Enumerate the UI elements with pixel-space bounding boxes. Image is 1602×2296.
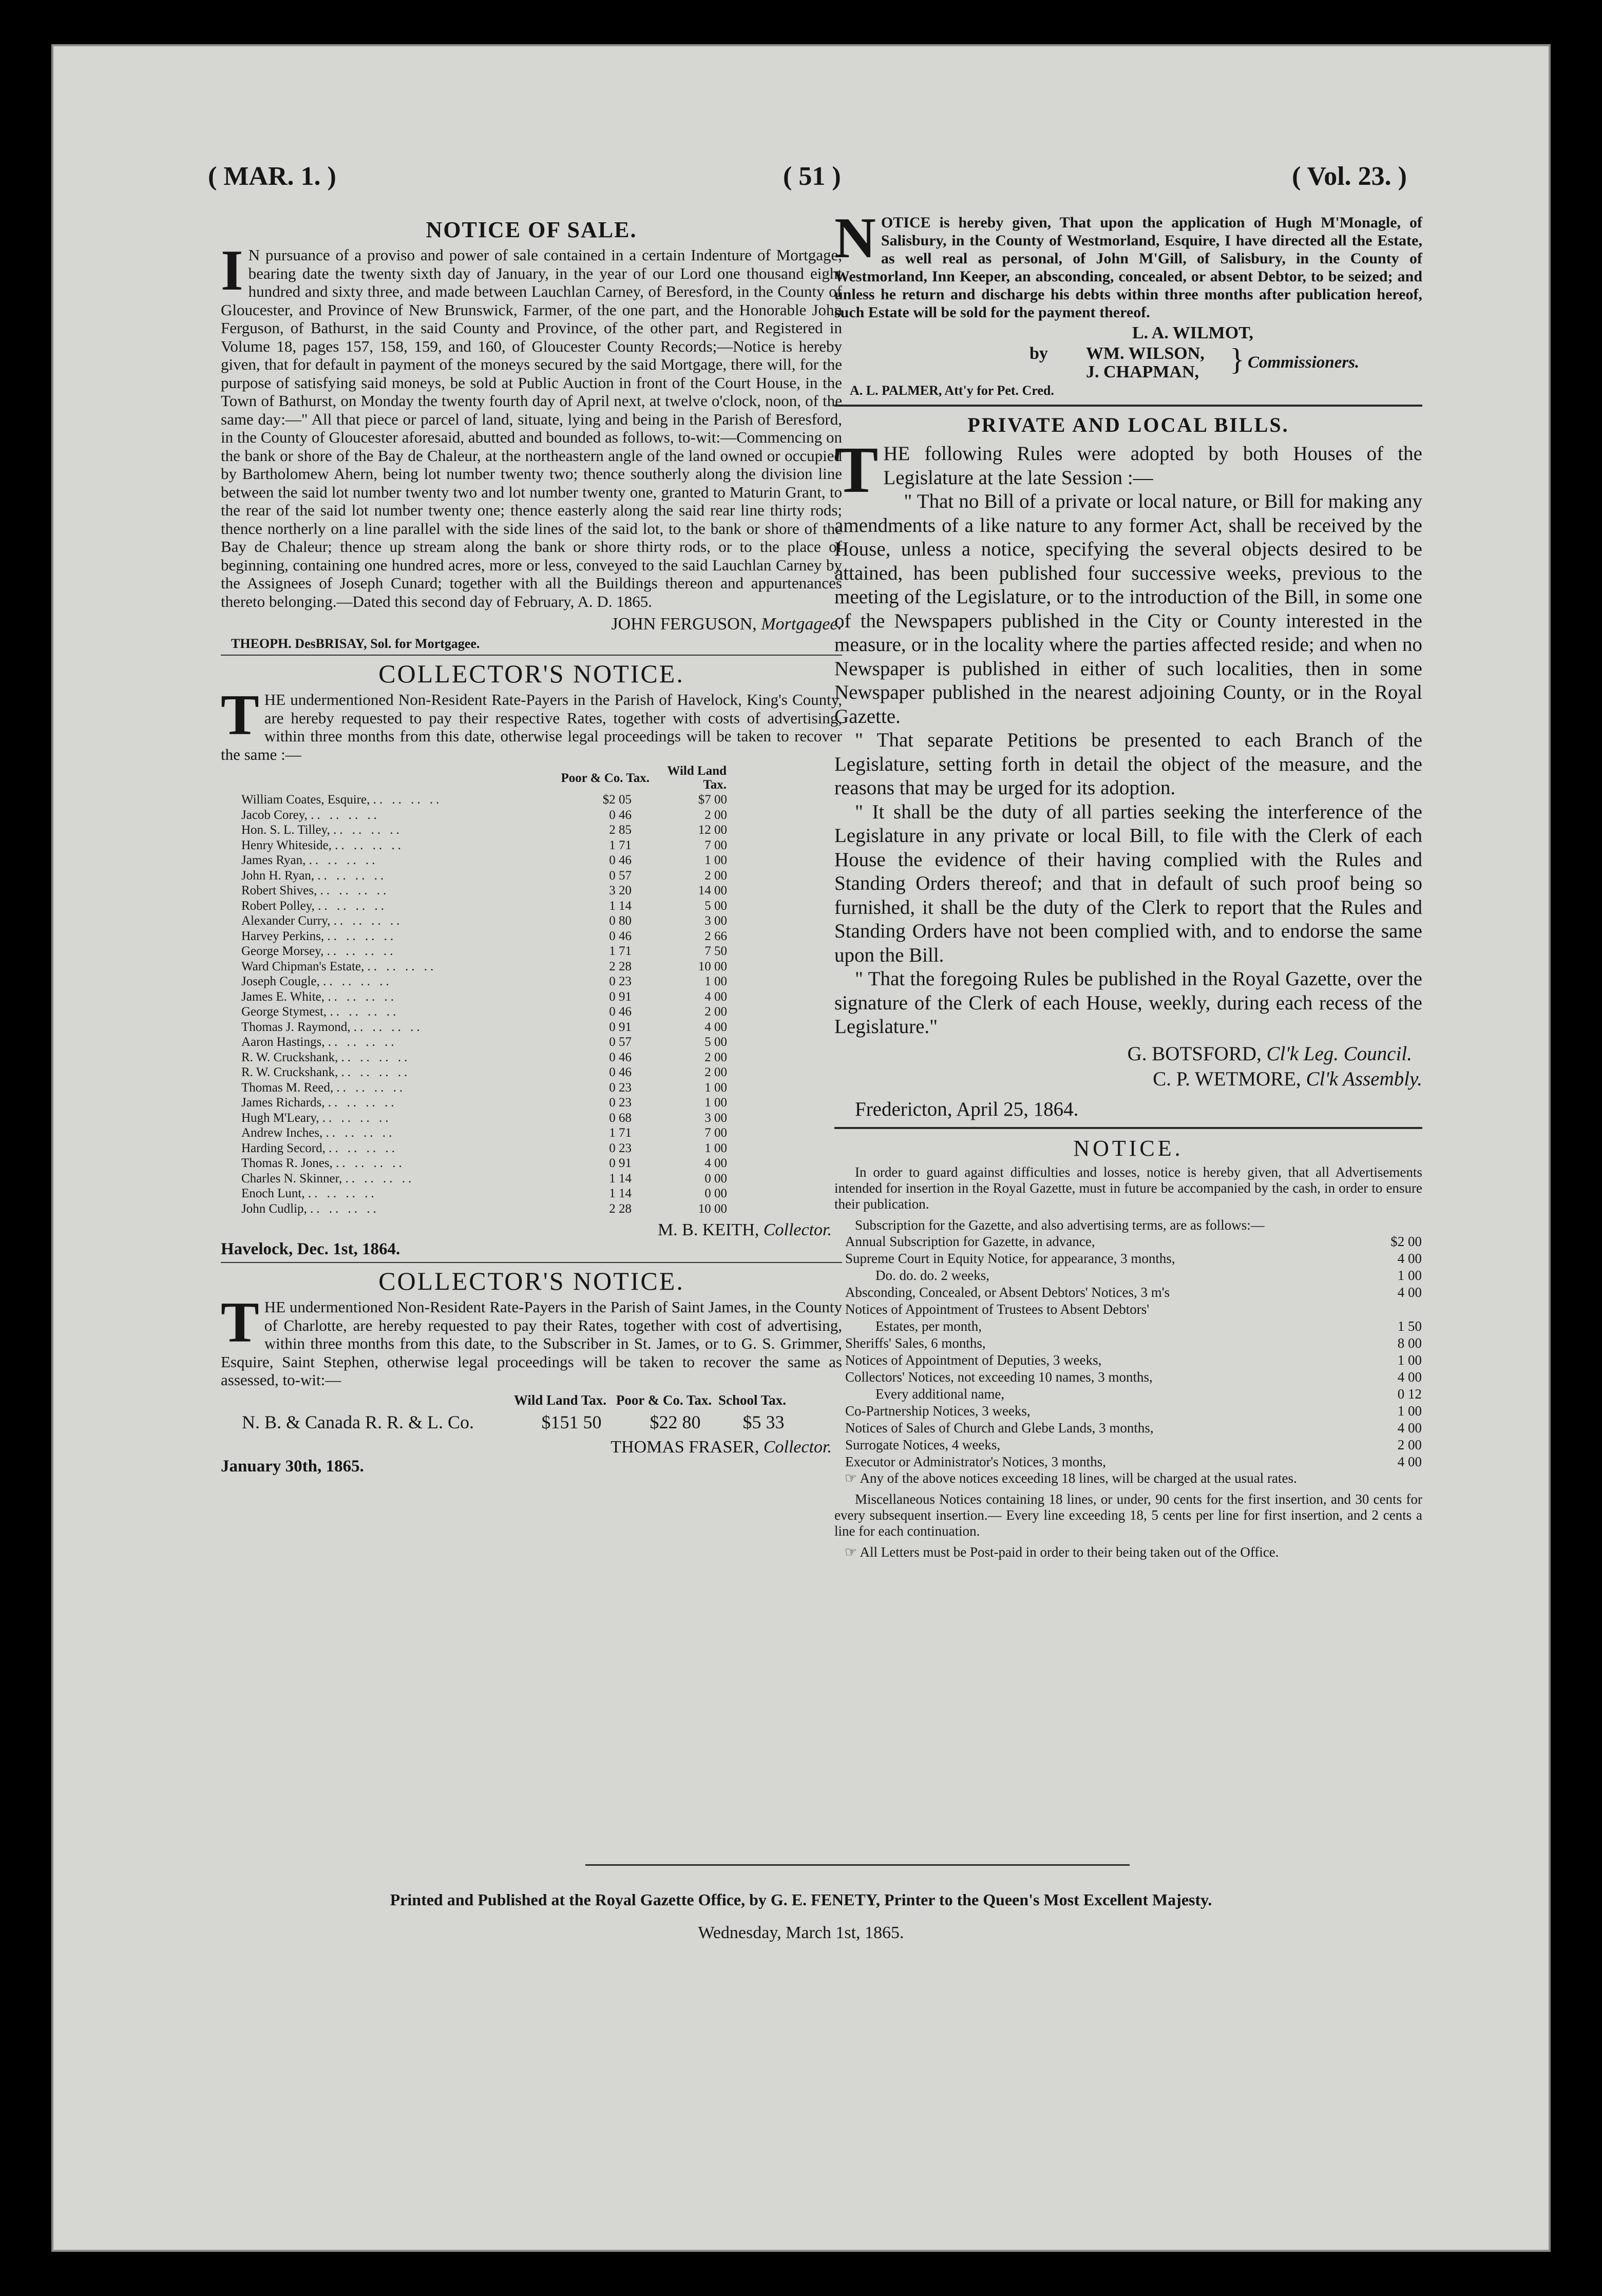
table-row xyxy=(241,1095,727,1111)
poor-tax-value: 3 20 xyxy=(609,884,632,897)
rate-payer-name: William Coates, Esquire, .. .. .. .. xyxy=(241,793,443,807)
footer-rule xyxy=(585,1864,1130,1866)
saint-james-row-school: $5 33 xyxy=(742,1411,785,1432)
table-row xyxy=(241,1141,727,1156)
term-value: 1 00 xyxy=(1397,1403,1422,1419)
poor-tax-value: 0 23 xyxy=(609,974,632,988)
collector-notice-havelock xyxy=(221,659,842,1263)
table-row xyxy=(241,1065,727,1080)
header-volume: ( Vol. 23. ) xyxy=(1292,162,1407,191)
collector-havelock-body: HE undermentioned Non-Resident Rate-Payers in the Parish of Havelock, King's County, are hereby requested to pay their respective Rates, together with costs of advertising, within three months from this date, otherwise legal proceedings will be taken to recover the same :— xyxy=(221,691,842,763)
private-bills-signer-2-line xyxy=(834,1067,1422,1090)
wild-tax-value: 2 00 xyxy=(704,1005,727,1019)
wild-tax-value: 2 00 xyxy=(704,868,727,883)
table-row xyxy=(241,913,727,929)
divider xyxy=(834,1127,1422,1129)
collector-havelock-signature xyxy=(221,1220,832,1240)
wild-tax-value: 5 00 xyxy=(704,1035,727,1049)
rate-payer-name: George Stymest, .. .. .. .. xyxy=(241,1005,399,1019)
private-bills-title: PRIVATE AND LOCAL BILLS. xyxy=(967,413,1289,436)
wild-tax-value: 1 00 xyxy=(704,853,727,867)
absent-debtor-attorney: A. L. PALMER, Att'y for Pet. Cred. xyxy=(850,383,1054,398)
collector-saint-james-dropcap: T xyxy=(221,1291,259,1354)
absent-debtor-signer-3: J. CHAPMAN, xyxy=(1086,362,1199,381)
table-row xyxy=(241,868,727,884)
table-row xyxy=(241,929,727,944)
private-bills-signer-1: G. BOTSFORD, xyxy=(1127,1042,1262,1065)
private-bills-date: Fredericton, April 25, 1864. xyxy=(855,1098,1079,1120)
private-bills-dropcap: T xyxy=(834,433,879,506)
havelock-rates-table xyxy=(241,763,727,1216)
term-label: Co-Partnership Notices, 3 weeks, xyxy=(845,1403,1031,1419)
term-label: Executor or Administrator's Notices, 3 months, xyxy=(845,1453,1107,1469)
term-value: 4 00 xyxy=(1397,1420,1422,1436)
table-row xyxy=(241,1125,727,1141)
term-value: 4 00 xyxy=(1397,1453,1422,1469)
table-row xyxy=(241,853,727,868)
rate-payer-name: James Ryan, .. .. .. .. xyxy=(241,853,378,867)
saint-james-col-wild: Wild Land Tax. xyxy=(513,1392,607,1408)
havelock-col-poor: Poor & Co. Tax. xyxy=(561,771,650,785)
table-row xyxy=(241,1050,727,1065)
poor-tax-value: 1 71 xyxy=(609,1126,632,1140)
rate-payer-name: James Richards, .. .. .. .. xyxy=(241,1096,397,1109)
wild-tax-value: 14 00 xyxy=(698,884,727,897)
absent-debtor-role: Commissioners. xyxy=(1248,353,1360,372)
table-row xyxy=(241,959,727,974)
rate-payer-name: John Cudlip, .. .. .. .. xyxy=(241,1201,379,1216)
wild-tax-value: 0 00 xyxy=(704,1171,727,1185)
notice-of-sale-dropcap: I xyxy=(221,239,243,302)
rate-payer-name: Enoch Lunt, .. .. .. .. xyxy=(241,1187,377,1200)
wild-tax-value: 10 00 xyxy=(698,959,727,973)
divider xyxy=(834,405,1422,407)
poor-tax-value: 0 68 xyxy=(609,1111,632,1125)
private-bills-intro: HE following Rules were adopted by both Houses of the Legislature at the late Session :— xyxy=(883,443,1422,489)
wild-tax-value: 2 00 xyxy=(704,808,727,822)
collector-havelock-dropcap: T xyxy=(221,683,259,747)
collector-havelock-title: COLLECTOR'S NOTICE. xyxy=(378,659,684,688)
rate-payer-name: Hugh M'Leary, .. .. .. .. xyxy=(241,1111,392,1125)
rate-payer-name: Charles N. Skinner, .. .. .. .. xyxy=(241,1171,415,1185)
pointing-hand-icon: ☞ xyxy=(845,1544,857,1560)
table-row xyxy=(241,1004,727,1020)
wild-tax-value: 7 00 xyxy=(704,1126,727,1140)
left-column xyxy=(221,214,842,1476)
rate-payer-name: Thomas R. Jones, .. .. .. .. xyxy=(241,1156,405,1170)
page-header xyxy=(51,161,1551,207)
rate-payer-name: Robert Polley, .. .. .. .. xyxy=(241,898,387,913)
collector-saint-james-body: HE undermentioned Non-Resident Rate-Payers in the Parish of Saint James, in the County of Charlotte, are hereby requested to pay their Rates, together with cost of advertising, within three months from this date, to the Subscriber in St. James, or to G. S. Grimmer, Esquire, Saint Stephen, otherwise legal proceedings will be taken to recover the same as assessed, to-wit:— xyxy=(221,1298,842,1389)
term-value: $2 00 xyxy=(1390,1233,1422,1249)
private-bills-notice xyxy=(834,413,1422,1129)
term-value: 0 12 xyxy=(1397,1386,1422,1402)
table-row xyxy=(241,838,727,853)
poor-tax-value: 1 14 xyxy=(609,1171,632,1185)
table-row xyxy=(241,883,727,898)
rate-payer-name: Harvey Perkins, .. .. .. .. xyxy=(241,929,397,943)
collector-saint-james-date: January 30th, 1865. xyxy=(221,1457,364,1476)
wild-tax-value: 7 00 xyxy=(704,838,727,852)
poor-tax-value: 0 80 xyxy=(609,914,632,928)
list-item xyxy=(845,1369,1422,1386)
term-value: 4 00 xyxy=(1397,1250,1422,1266)
poor-tax-value: 0 23 xyxy=(609,1080,632,1095)
rate-payer-name: Jacob Corey, .. .. .. .. xyxy=(241,808,380,822)
pointing-hand-icon: ☞ xyxy=(845,1470,857,1486)
saint-james-row-name: N. B. & Canada R. R. & L. Co. xyxy=(242,1411,474,1432)
term-label: Every additional name, xyxy=(875,1386,1005,1402)
gazette-note-3-text: All Letters must be Post-paid in order to their being taken out of the Office. xyxy=(860,1544,1279,1560)
footer-date: Wednesday, March 1st, 1865. xyxy=(698,1923,904,1942)
divider xyxy=(221,1262,842,1263)
havelock-col-wild: Wild Land Tax. xyxy=(667,764,727,792)
wild-tax-value: 4 00 xyxy=(704,1020,727,1034)
list-item xyxy=(845,1301,1422,1318)
table-row xyxy=(241,989,727,1005)
rate-payer-name: Thomas J. Raymond, .. .. .. .. xyxy=(241,1020,423,1034)
list-item xyxy=(845,1453,1422,1470)
table-row xyxy=(241,1201,727,1217)
rate-payer-name: Thomas M. Reed, .. .. .. .. xyxy=(241,1080,406,1095)
term-value: 2 00 xyxy=(1397,1437,1422,1452)
absent-debtor-signer-2: WM. WILSON, xyxy=(1086,344,1205,363)
wild-tax-value: 1 00 xyxy=(704,1141,727,1155)
term-label: Absconding, Concealed, or Absent Debtors' Notices, 3 m's xyxy=(845,1284,1170,1300)
absent-debtor-dropcap: N xyxy=(834,206,876,270)
saint-james-row-wild: $151 50 xyxy=(541,1411,602,1432)
term-value: 4 00 xyxy=(1397,1369,1422,1385)
list-item xyxy=(845,1386,1422,1403)
poor-tax-value: 0 23 xyxy=(609,1141,632,1155)
private-bills-signer-1-role: Cl'k Leg. Council. xyxy=(1266,1042,1412,1065)
wild-tax-value: 1 00 xyxy=(704,1096,727,1109)
absent-debtor-body: OTICE is hereby given, That upon the application of Hugh M'Monagle, of Salisbury, in the County of Westmorland, Esquire, I have directed all the Estate, as well real as personal, of John M'Gill, of Salisbury, in the County of Westmorland, Inn Keeper, an absconding, concealed, or absent Debtor, to be seized; and unless he return and discharge his debts within three months after publication hereof, such Estate will be sold for the payment thereof. xyxy=(834,214,1422,321)
wild-tax-value: 1 00 xyxy=(704,1080,727,1095)
wild-tax-value: 2 66 xyxy=(704,929,727,943)
rate-payer-name: Ward Chipman's Estate, .. .. .. .. xyxy=(241,959,437,973)
term-label: Notices of Appointment of Deputies, 3 weeks, xyxy=(845,1352,1102,1368)
gazette-notice-body: In order to guard against difficulties and losses, notice is hereby given, that all Advertisements intended for insertion in the Royal Gazette, must in future be accompanied by the cash, in order to ensure their publication. xyxy=(834,1164,1422,1212)
poor-tax-value: 0 46 xyxy=(609,1005,632,1019)
notice-of-sale xyxy=(221,217,842,656)
rate-payer-name: Hon. S. L. Tilley, .. .. .. .. xyxy=(241,823,403,837)
table-row xyxy=(241,822,727,838)
collector-havelock-signer: M. B. KEITH, xyxy=(657,1220,759,1239)
list-item xyxy=(845,1420,1422,1437)
wild-tax-value: $7 00 xyxy=(698,793,727,807)
header-date: ( MAR. 1. ) xyxy=(208,162,336,191)
table-row xyxy=(241,898,727,914)
table-row xyxy=(241,944,727,959)
poor-tax-value: 0 46 xyxy=(609,929,632,943)
private-bills-signer-2-role: Cl'k Assembly. xyxy=(1306,1067,1422,1090)
wild-tax-value: 3 00 xyxy=(704,1111,727,1125)
rate-payer-name: John H. Ryan, .. .. .. .. xyxy=(241,868,387,883)
private-bills-rule-4: " That the foregoing Rules be published in the Royal Gazette, over the signature of the Clerk of each House, weekly, during each recess of the Legislature." xyxy=(834,968,1422,1038)
wild-tax-value: 0 00 xyxy=(704,1187,727,1200)
poor-tax-value: 1 14 xyxy=(609,898,632,913)
gazette-note-2: Miscellaneous Notices containing 18 lines, or under, 90 cents for the first insertion, and 30 cents for every subsequent insertion.— Every line exceeding 18, 5 cents per line for first insertion, and 2 cents a line for each continuation. xyxy=(834,1491,1422,1539)
wild-tax-value: 2 00 xyxy=(704,1065,727,1079)
wild-tax-value: 7 50 xyxy=(704,944,727,958)
poor-tax-value: 0 57 xyxy=(609,868,632,883)
wild-tax-value: 4 00 xyxy=(704,1156,727,1170)
list-item xyxy=(845,1318,1422,1335)
brace-glyph: } xyxy=(1230,342,1245,376)
collector-saint-james-signer: THOMAS FRASER, xyxy=(611,1437,759,1457)
right-column xyxy=(834,206,1422,1560)
collector-havelock-signer-role: Collector. xyxy=(763,1220,832,1239)
poor-tax-value: 2 28 xyxy=(609,959,632,973)
saint-james-row xyxy=(241,1411,800,1433)
saint-james-header xyxy=(508,1392,789,1408)
list-item xyxy=(845,1284,1422,1301)
rate-payer-name: Aaron Hastings, .. .. .. .. xyxy=(241,1035,397,1049)
rate-payer-name: R. W. Cruckshank, .. .. .. .. xyxy=(241,1065,411,1079)
poor-tax-value: 0 57 xyxy=(609,1035,632,1049)
table-row xyxy=(241,974,727,989)
absent-debtor-signatures xyxy=(834,321,1422,382)
poor-tax-value: 1 71 xyxy=(609,944,632,958)
list-item xyxy=(845,1352,1422,1369)
term-label: Estates, per month, xyxy=(875,1318,982,1334)
term-label: Notices of Appointment of Trustees to Absent Debtors' xyxy=(845,1301,1150,1317)
table-row xyxy=(241,1020,727,1035)
rate-payer-name: Andrew Inches, .. .. .. .. xyxy=(241,1126,395,1140)
saint-james-row-poor: $22 80 xyxy=(650,1411,701,1432)
poor-tax-value: 0 46 xyxy=(609,808,632,822)
rate-payer-name: Alexander Curry, .. .. .. .. xyxy=(241,914,403,928)
table-row xyxy=(241,792,727,808)
absent-debtor-signer-1: L. A. WILMOT, xyxy=(1132,323,1253,342)
notice-of-sale-signature xyxy=(221,615,842,634)
footer-printer: Printed and Published at the Royal Gazette Office, by G. E. FENETY, Printer to the Queen's Most Excellent Majesty. xyxy=(390,1890,1212,1909)
term-label: Supreme Court in Equity Notice, for appearance, 3 months, xyxy=(845,1250,1175,1266)
collector-notice-saint-james xyxy=(221,1266,842,1476)
notice-of-sale-signer-role: Mortgagee. xyxy=(761,615,842,634)
list-item xyxy=(845,1233,1422,1250)
term-value: 1 00 xyxy=(1397,1352,1422,1368)
private-bills-rule-2: " That separate Petitions be presented to each Branch of the Legislature, setting forth in detail the object of the measure, and the reasons that may be urged for its adoption. xyxy=(834,729,1422,799)
list-item xyxy=(845,1267,1422,1284)
rate-payer-name: Henry Whiteside, .. .. .. .. xyxy=(241,838,404,852)
rate-payer-name: George Morsey, .. .. .. .. xyxy=(241,944,396,958)
term-label: Do. do. do. 2 weeks, xyxy=(875,1267,989,1283)
gazette-note-1 xyxy=(845,1470,1422,1486)
list-item xyxy=(845,1335,1422,1352)
wild-tax-value: 4 00 xyxy=(704,989,727,1004)
poor-tax-value: $2 05 xyxy=(602,793,632,807)
advertising-terms-table xyxy=(845,1233,1422,1470)
term-value: 8 00 xyxy=(1397,1335,1422,1351)
gazette-terms-intro: Subscription for the Gazette, and also advertising terms, are as follows:— xyxy=(855,1217,1265,1233)
table-row xyxy=(241,1035,727,1050)
saint-james-col-school: School Tax. xyxy=(718,1392,787,1408)
private-bills-signer-1-line xyxy=(834,1042,1412,1065)
term-label: Annual Subscription for Gazette, in advance, xyxy=(845,1233,1095,1249)
poor-tax-value: 0 23 xyxy=(609,1096,632,1109)
divider xyxy=(221,655,842,656)
collector-saint-james-signature xyxy=(221,1438,832,1457)
wild-tax-value: 1 00 xyxy=(704,974,727,988)
table-row xyxy=(241,808,727,823)
notice-of-sale-body: N pursuance of a proviso and power of sale contained in a certain Indenture of Mortgage, bearing date the twenty sixth day of January, in the year of our Lord one thousand eight hundred and sixty three, and made between Lauchlan Carney, of Beresford, in the County of Gloucester, and Province of New Brunswick, Farmer, of the one part, and the Honorable John Ferguson, of Bathurst, in the said County and Province, of the other part, and Registered in Volume 18, pages 157, 158, 159, and 160, of Gloucester County Records;—Notice is hereby given, that for default in payment of the moneys secured by the said Mortgage, there will, for the purpose of satisfying said moneys, be sold at Public Auction in front of the Court House, in the Town of Bathurst, on Monday the twenty fourth day of April next, at twelve o'clock, noon, of the same day:—" All that piece or parcel of land, situate, lying and being in the Parish of Beresford, in the County of Gloucester aforesaid, abutted and bounded as follows, to-wit:—Commencing on the bank or shore of the Bay de Chaleur, at the northeastern angle of the land owned or occupied by Bartholomew Ahern, being lot number twenty two; thence southerly along the division line between the said lot number twenty two and lot number twenty one, granted to Maturin Grant, to the rear of the said lot number twenty one; thence easterly along the said rear line thirty rods; thence northerly on a line parallel with the side lines of the said lot, to the bank or shore of the Bay de Chaleur; thence up stream along the bank or shore thirty rods, or to the place of beginning, containing one hundred acres, more or less, conveyed to the said Lauchlan Carney by the Assignees of Joseph Cunard; together with all the Buildings thereon and appurtenances thereto belonging.—Dated this second day of February, A. D. 1865. xyxy=(221,246,842,610)
rate-payer-name: R. W. Cruckshank, .. .. .. .. xyxy=(241,1050,411,1064)
gazette-note-3 xyxy=(845,1544,1422,1560)
table-row xyxy=(241,1171,727,1187)
term-label: Notices of Sales of Church and Glebe Lands, 3 months, xyxy=(845,1420,1154,1436)
gazette-note-1-text: Any of the above notices exceeding 18 lines, will be charged at the usual rates. xyxy=(860,1470,1297,1486)
table-row xyxy=(241,1111,727,1126)
wild-tax-value: 10 00 xyxy=(698,1201,727,1216)
term-value: 4 00 xyxy=(1397,1284,1422,1300)
poor-tax-value: 0 46 xyxy=(609,1065,632,1079)
table-row xyxy=(241,1156,727,1171)
notice-of-sale-signer: JOHN FERGUSON, xyxy=(611,615,757,634)
poor-tax-value: 2 28 xyxy=(609,1201,632,1216)
gazette-page xyxy=(51,44,1551,2252)
poor-tax-value: 0 91 xyxy=(609,1020,632,1034)
rate-payer-name: Joseph Cougle, .. .. .. .. xyxy=(241,974,392,988)
table-row xyxy=(241,1186,727,1201)
poor-tax-value: 0 46 xyxy=(609,853,632,867)
gazette-notice-title: NOTICE. xyxy=(1073,1135,1184,1161)
wild-tax-value: 12 00 xyxy=(698,823,727,837)
notice-of-sale-solicitor: THEOPH. DesBRISAY, Sol. for Mortgagee. xyxy=(231,636,480,651)
saint-james-col-poor: Poor & Co. Tax. xyxy=(616,1392,712,1408)
wild-tax-value: 5 00 xyxy=(704,898,727,913)
term-label: Collectors' Notices, not exceeding 10 names, 3 months, xyxy=(845,1369,1153,1385)
header-page-number: ( 51 ) xyxy=(783,162,841,191)
private-bills-rule-3: " It shall be the duty of all parties seeking the interference of the Legislature in any private or local Bill, to file with the Clerk of each House the evidence of their having complied with the Rules and Standing Orders thereof; and that in default of such proof being so furnished, it shall be the duty of the Clerk to report that the Rules and Standing Orders have not been complied with, and to endorse the same upon the Bill. xyxy=(834,800,1422,966)
term-label: Surrogate Notices, 4 weeks, xyxy=(845,1437,1001,1452)
poor-tax-value: 2 85 xyxy=(609,823,632,837)
poor-tax-value: 1 14 xyxy=(609,1187,632,1200)
poor-tax-value: 0 46 xyxy=(609,1050,632,1064)
term-value: 1 00 xyxy=(1397,1267,1422,1283)
list-item xyxy=(845,1403,1422,1420)
notice-of-sale-title: NOTICE OF SALE. xyxy=(426,217,637,242)
poor-tax-value: 0 91 xyxy=(609,989,632,1004)
rate-payer-name: Harding Secord, .. .. .. .. xyxy=(241,1141,398,1155)
private-bills-signer-2: C. P. WETMORE, xyxy=(1153,1067,1301,1090)
poor-tax-value: 1 71 xyxy=(609,838,632,852)
gazette-notice xyxy=(834,1135,1422,1560)
list-item xyxy=(845,1437,1422,1453)
absent-debtor-by: by xyxy=(1029,344,1048,363)
collector-havelock-date: Havelock, Dec. 1st, 1864. xyxy=(221,1240,400,1258)
rate-payer-name: James E. White, .. .. .. .. xyxy=(241,989,397,1004)
table-row xyxy=(241,1080,727,1096)
list-item xyxy=(845,1250,1422,1267)
private-bills-rule-1: " That no Bill of a private or local nature, or Bill for making any amendments of a like nature to any former Act, shall be received by the House, unless a notice, specifying the several objects desired to be attained, has been published four successive weeks, previous to the meeting of the Legislature, or to the introduction of the Bill, in some one of the Newspapers published in the City or County interested in the measure, or in the locality where the parties affected reside; and when no Newspaper is published in either of such localities, then in some Newspaper published in the nearest adjoining County, or in the Royal Gazette. xyxy=(834,490,1422,728)
rate-payer-name: Robert Shives, .. .. .. .. xyxy=(241,884,390,897)
collector-saint-james-signer-role: Collector. xyxy=(763,1437,832,1457)
collector-saint-james-title: COLLECTOR'S NOTICE. xyxy=(378,1267,684,1295)
poor-tax-value: 0 91 xyxy=(609,1156,632,1170)
term-label: Sheriffs' Sales, 6 months, xyxy=(845,1335,986,1351)
wild-tax-value: 2 00 xyxy=(704,1050,727,1064)
wild-tax-value: 3 00 xyxy=(704,914,727,928)
absent-debtor-notice xyxy=(834,206,1422,407)
term-value xyxy=(1366,1301,1422,1318)
term-value: 1 50 xyxy=(1397,1318,1422,1334)
